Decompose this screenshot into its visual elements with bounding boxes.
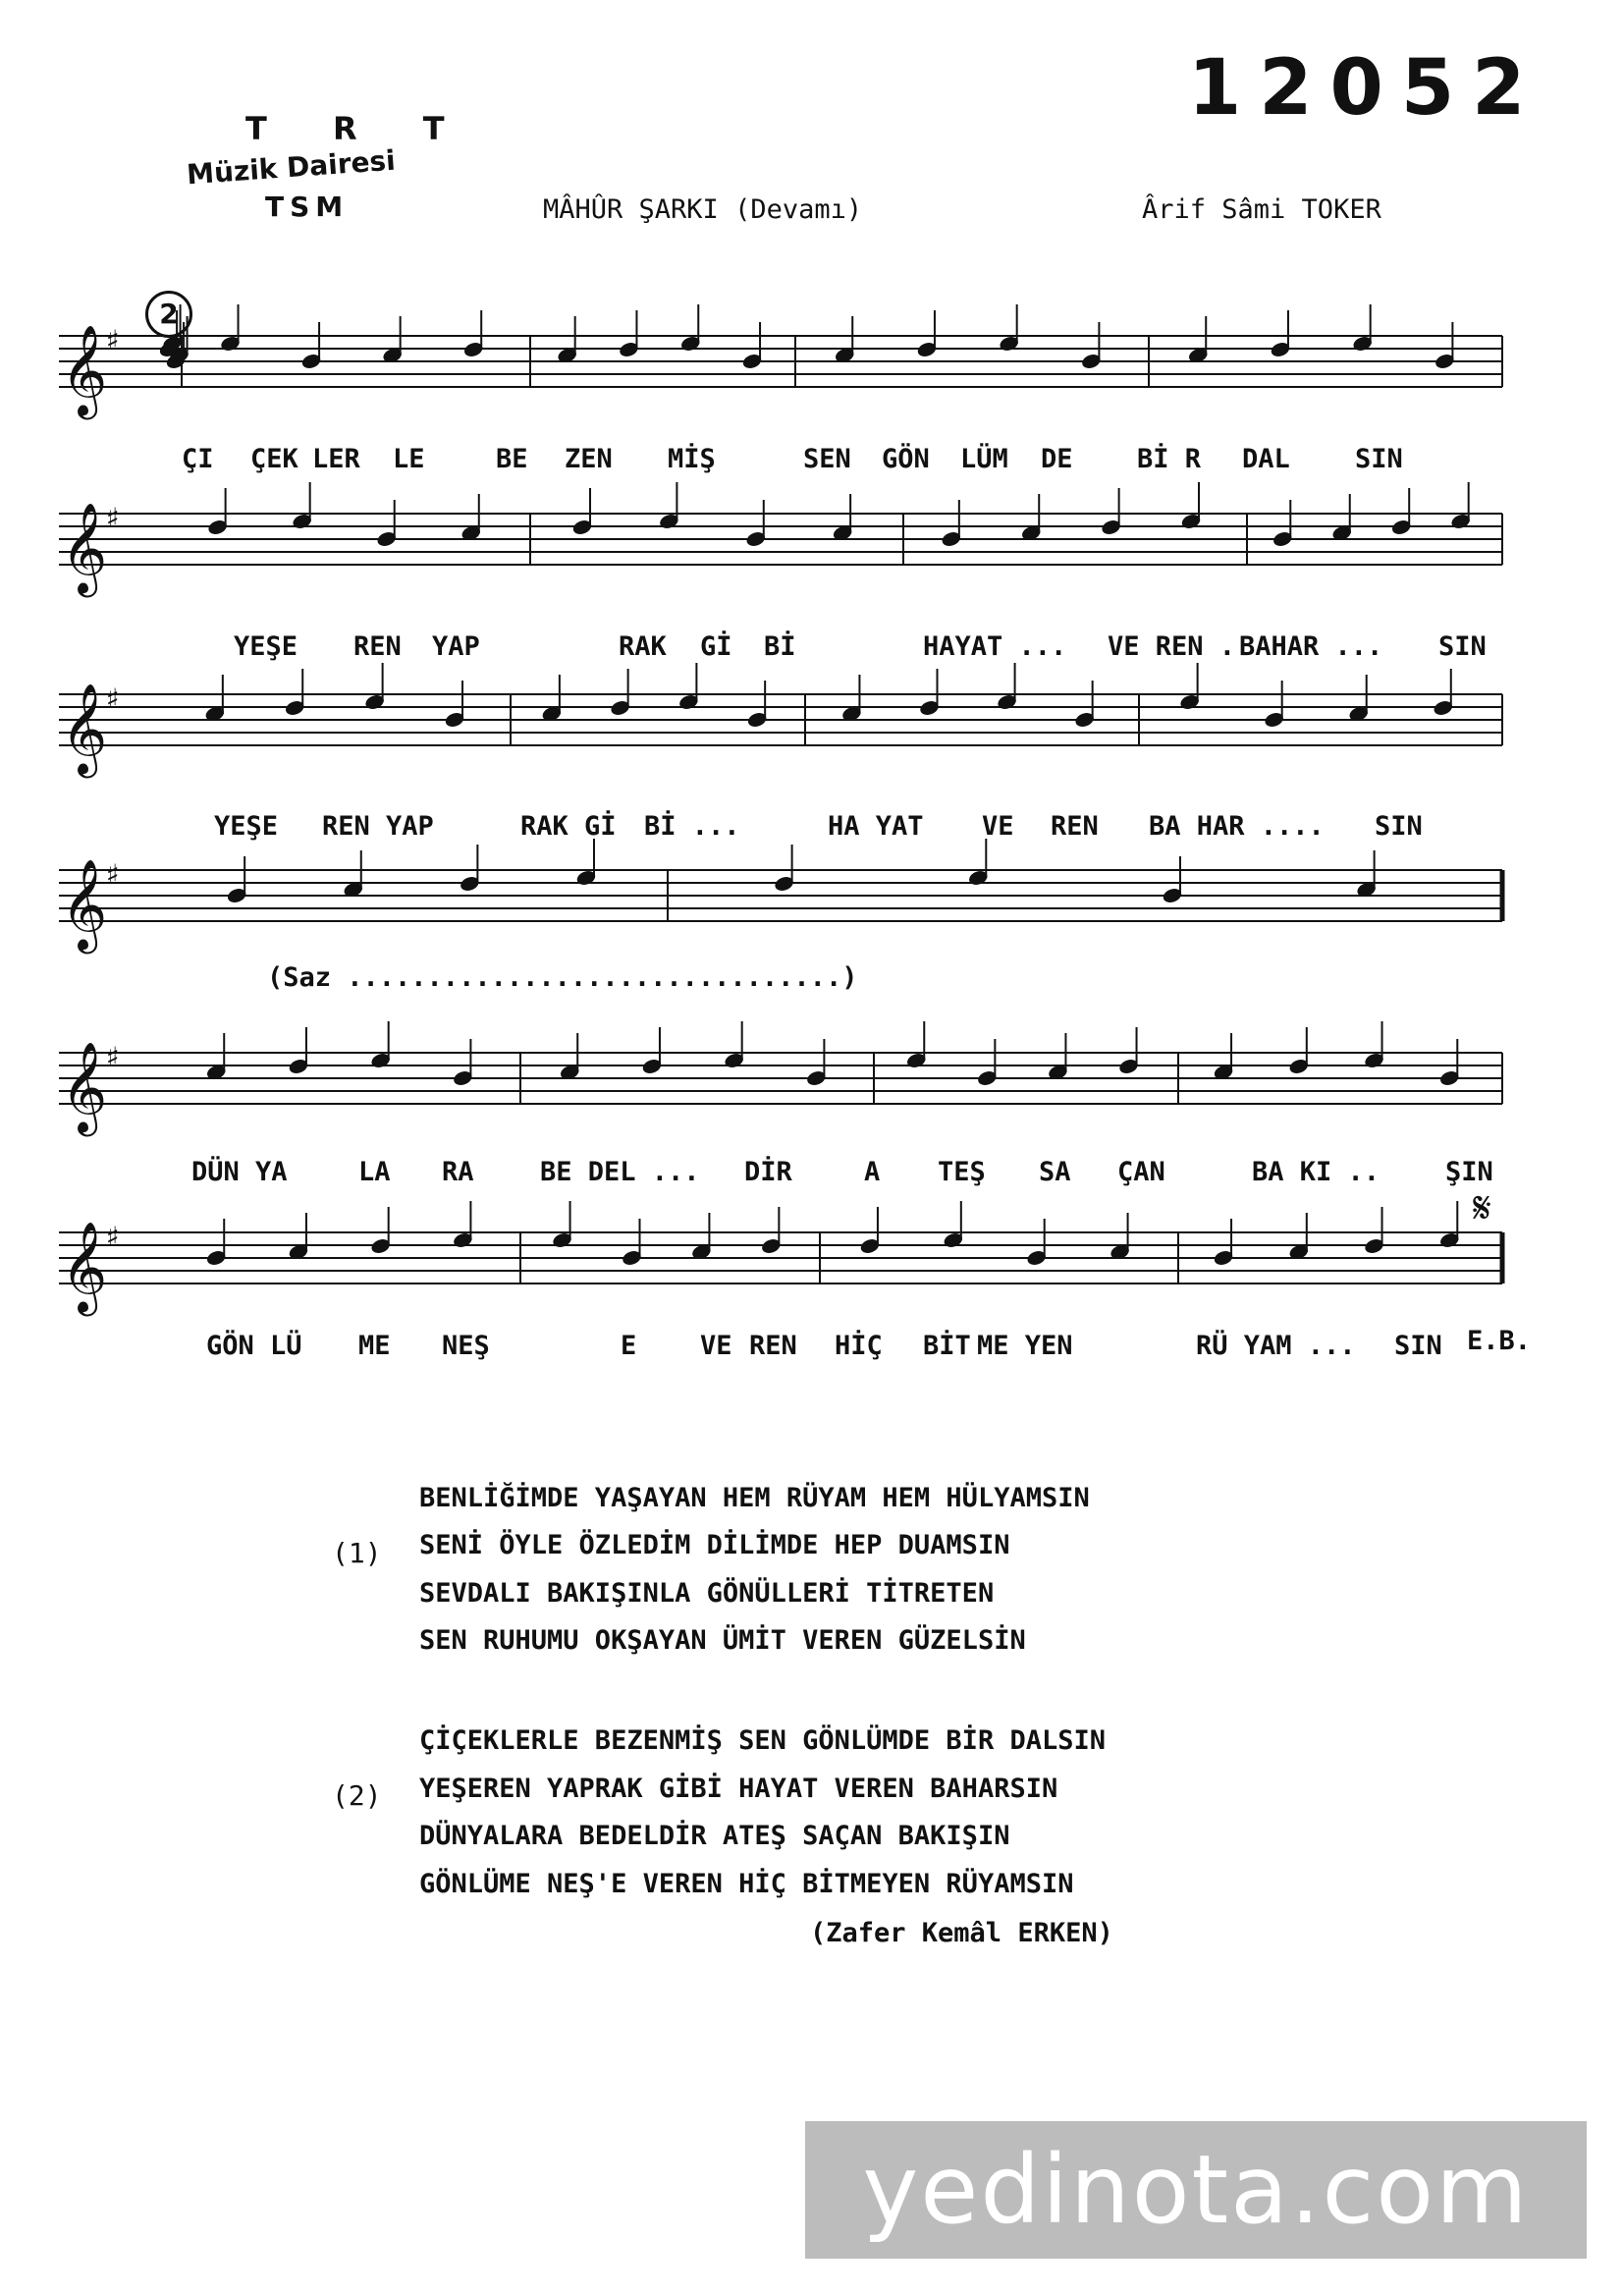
stamp-line-2: Müzik Dairesi (186, 143, 397, 191)
section-marker: 2 (145, 291, 192, 338)
lyric-syllable: SIN (1394, 1331, 1442, 1361)
lyric-syllable: ME (358, 1331, 391, 1361)
lyric-syllable: HİÇ (835, 1331, 883, 1361)
lyric-syllable: REN YAP (322, 811, 434, 842)
staff (59, 839, 1502, 954)
treble-clef-icon: 𝄞 (61, 1221, 108, 1312)
lyric-syllable: VE (982, 811, 1014, 842)
lyric-syllable: YEŞE (214, 811, 279, 842)
lyric-line (0, 1331, 1624, 1364)
sharp-icon: ♯ (106, 1221, 120, 1253)
lyric-syllable: RA (442, 1157, 474, 1187)
lyric-line (0, 444, 1624, 477)
sharp-icon: ♯ (106, 502, 120, 534)
staff (59, 1021, 1502, 1136)
lyric-syllable: Bİ (764, 631, 796, 662)
treble-clef-icon: 𝄞 (61, 1041, 108, 1132)
lyric-syllable: ZEN (565, 444, 613, 474)
staff (59, 304, 1502, 419)
segno-icon: 𝄋 (1473, 1183, 1491, 1233)
song-title: MÂHÛR ŞARKI (Devamı) (543, 194, 863, 225)
lyric-syllable: YAP (432, 631, 480, 662)
verse-line: BENLİĞİMDE YAŞAYAN HEM RÜYAM HEM HÜLYAMSIN (419, 1483, 1090, 1513)
sharp-icon: ♯ (106, 858, 120, 891)
lyric-line (0, 1157, 1624, 1190)
lyric-line (0, 811, 1624, 845)
lyric-syllable: DAL (1242, 444, 1290, 474)
verse-line: SEN RUHUMU OKŞAYAN ÜMİT VEREN GÜZELSİN (419, 1625, 1026, 1656)
lyric-syllable: A (864, 1157, 881, 1187)
lyric-syllable: VE (700, 1331, 732, 1361)
trt-stamp (187, 110, 511, 238)
lyric-syllable: REN (353, 631, 402, 662)
lyric-syllable: DÜN YA (191, 1157, 288, 1187)
verse-line: YEŞEREN YAPRAK GİBİ HAYAT VEREN BAHARSIN (419, 1774, 1058, 1804)
verse-number: (1) (332, 1537, 382, 1569)
lyric-syllable: BİT (923, 1331, 971, 1361)
lyric-syllable: GÖN LÜ (206, 1331, 302, 1361)
transcriber-initials: E.B. (1467, 1326, 1532, 1356)
lyric-syllable: HAYAT ... (923, 631, 1067, 662)
lyric-syllable: ŞIN (1445, 1157, 1493, 1187)
lyric-syllable: MİŞ (668, 444, 716, 474)
lyric-syllable: TEŞ (938, 1157, 986, 1187)
lyric-syllable: SIN (1355, 444, 1403, 474)
lyric-syllable: DE (1041, 444, 1073, 474)
lyric-syllable: REN (1051, 811, 1099, 842)
lyric-syllable: SIN (1438, 631, 1487, 662)
lyric-line (0, 631, 1624, 665)
saz-instruction: (Saz ...............................) (267, 962, 858, 993)
lyric-syllable: ÇI (182, 444, 214, 474)
treble-clef-icon: 𝄞 (61, 324, 108, 415)
lyric-syllable: SIN (1375, 811, 1423, 842)
lyric-syllable: LÜM (960, 444, 1008, 474)
lyric-syllable: RÜ YAM ... (1196, 1331, 1356, 1361)
treble-clef-icon: 𝄞 (61, 683, 108, 774)
lyric-syllable: VE REN . (1108, 631, 1236, 662)
verse-line: SEVDALI BAKIŞINLA GÖNÜLLERİ TİTRETEN (419, 1578, 995, 1609)
lyric-syllable: BE (496, 444, 528, 474)
lyric-syllable: NEŞ (442, 1331, 490, 1361)
lyric-syllable: LA (358, 1157, 391, 1187)
sharp-icon: ♯ (106, 1041, 120, 1073)
lyric-syllable: HA YAT (828, 811, 924, 842)
lyric-syllable: ÇAN (1117, 1157, 1165, 1187)
composer-name: Ârif Sâmi TOKER (1142, 194, 1381, 225)
lyric-syllable: SA (1039, 1157, 1071, 1187)
lyric-syllable: E (621, 1331, 637, 1361)
lyric-syllable: BE DEL ... (540, 1157, 700, 1187)
verse-line: ÇİÇEKLERLE BEZENMİŞ SEN GÖNLÜMDE BİR DALSIN (419, 1725, 1106, 1756)
lyric-syllable: BAHAR ... (1239, 631, 1383, 662)
lyric-syllable: Bİ R (1137, 444, 1202, 474)
lyricist-name: (Zafer Kemâl ERKEN) (810, 1918, 1113, 1948)
lyric-syllable: DİR (744, 1157, 792, 1187)
document-number: 12052 (1188, 44, 1543, 133)
verse-line: GÖNLÜME NEŞ'E VEREN HİÇ BİTMEYEN RÜYAMSIN (419, 1869, 1074, 1899)
lyric-syllable: LE (393, 444, 425, 474)
music-staves (59, 295, 1532, 1571)
treble-clef-icon: 𝄞 (61, 502, 108, 593)
stamp-line-3: TSM (265, 191, 350, 223)
staff (59, 1201, 1502, 1316)
lyric-syllable: ÇEK (250, 444, 298, 474)
staff (59, 663, 1502, 778)
verse-number: (2) (332, 1779, 382, 1812)
verse-line: SENİ ÖYLE ÖZLEDİM DİLİMDE HEP DUAMSIN (419, 1530, 1010, 1560)
sharp-icon: ♯ (106, 683, 120, 715)
lyric-syllable: BA KI .. (1252, 1157, 1380, 1187)
stamp-line-1: T R T (245, 110, 472, 147)
lyric-syllable: RAK (619, 631, 667, 662)
sharp-icon: ♯ (106, 324, 120, 356)
staff (59, 482, 1502, 597)
lyric-syllable: Bİ ... (644, 811, 740, 842)
watermark: yedinota.com (805, 2121, 1587, 2259)
verse-line: DÜNYALARA BEDELDİR ATEŞ SAÇAN BAKIŞIN (419, 1821, 1010, 1851)
lyric-syllable: YEŞE (234, 631, 298, 662)
lyric-syllable: SEN (803, 444, 851, 474)
lyric-syllable: RAK Gİ (520, 811, 617, 842)
lyric-syllable: Gİ (700, 631, 732, 662)
lyric-syllable: REN (749, 1331, 797, 1361)
lyric-syllable: BA HAR .... (1149, 811, 1325, 842)
lyric-syllable: ME YEN (977, 1331, 1073, 1361)
lyric-syllable: GÖN (882, 444, 930, 474)
treble-clef-icon: 𝄞 (61, 858, 108, 950)
lyric-syllable: LER (312, 444, 360, 474)
